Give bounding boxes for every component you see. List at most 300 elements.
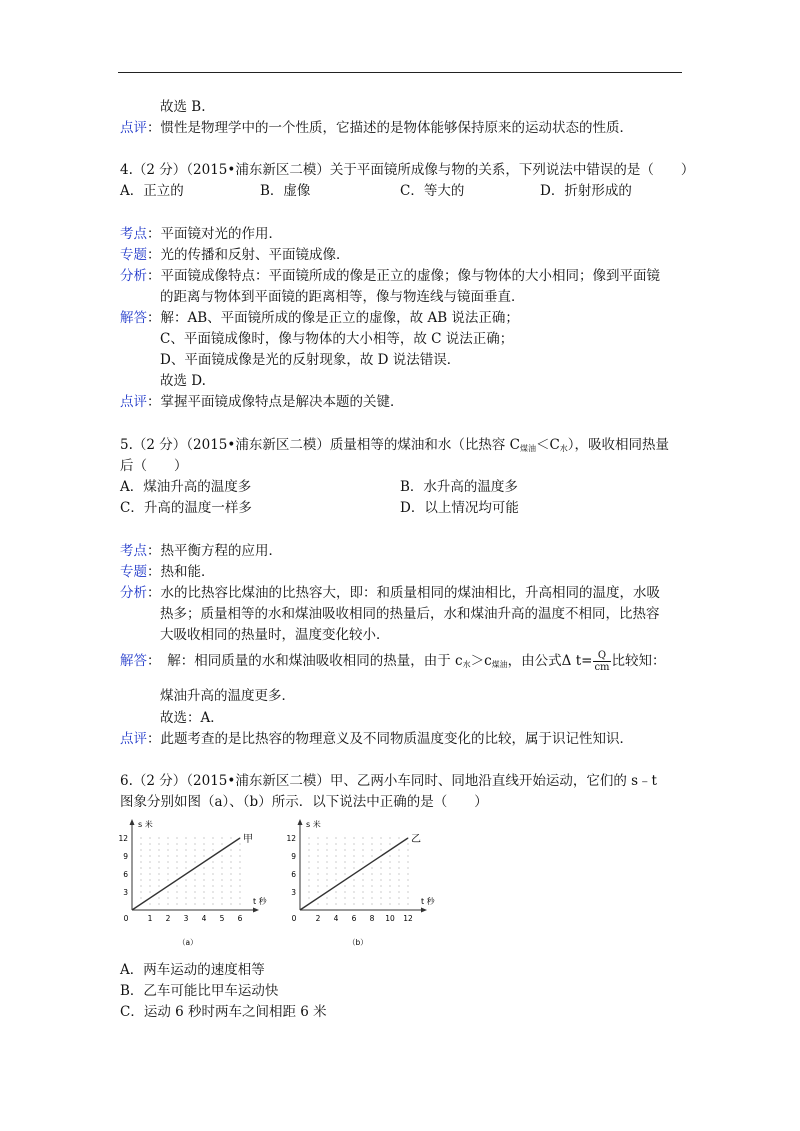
grid-dot <box>326 843 327 844</box>
fenxi-text: ：平面镜成像特点：平面镜所成的像是正立的虚像；像与物体的大小相同；像到平面镜 <box>147 268 660 284</box>
grid-dot <box>398 855 399 856</box>
kaodian-text: ：平面镜对光的作用． <box>147 226 282 242</box>
grid-dot <box>239 879 240 880</box>
grid-dot <box>203 837 204 838</box>
grid-dot <box>176 843 177 844</box>
q5-kaodian <box>120 541 282 561</box>
grid-dot <box>221 903 222 904</box>
q5-stem-c: ），吸收相同热量 <box>567 437 670 453</box>
grid-dot <box>203 855 204 856</box>
grid-dot <box>362 861 363 862</box>
grid-dot <box>212 867 213 868</box>
grid-dot <box>158 903 159 904</box>
grid-dot <box>326 837 327 838</box>
grid-dot <box>362 855 363 856</box>
grid-dot <box>407 849 408 850</box>
grid-dot <box>158 843 159 844</box>
grid-dot <box>380 885 381 886</box>
grid-dot <box>335 867 336 868</box>
grid-dot <box>239 867 240 868</box>
grid-dot <box>344 867 345 868</box>
grid-dot <box>203 897 204 898</box>
grid-dot <box>398 837 399 838</box>
q4-jieda-4: 故选 D. <box>160 373 206 389</box>
grid-dot <box>185 843 186 844</box>
kaodian-label: 考点 <box>120 543 147 559</box>
grid-dot <box>158 885 159 886</box>
jieda-label: 解答 <box>120 310 147 326</box>
grid-dot <box>371 849 372 850</box>
grid-dot <box>194 897 195 898</box>
grid-dot <box>221 843 222 844</box>
grid-dot <box>407 843 408 844</box>
grid-dot <box>230 885 231 886</box>
q3-answer: 故选 B. <box>160 99 206 115</box>
grid-dot <box>353 897 354 898</box>
grid-dot <box>335 855 336 856</box>
grid-dot <box>203 885 204 886</box>
grid-dot <box>221 873 222 874</box>
x-tick-label: 2 <box>315 914 321 923</box>
grid-dot <box>140 837 141 838</box>
grid-dot <box>362 873 363 874</box>
grid-dot <box>344 849 345 850</box>
chart-b-series-label: 乙 <box>411 834 421 845</box>
grid-dot <box>371 837 372 838</box>
grid-dot <box>371 867 372 868</box>
grid-dot <box>185 855 186 856</box>
grid-dot <box>212 891 213 892</box>
grid-dot <box>380 879 381 880</box>
comment-label: 点评 <box>120 120 147 136</box>
q6-stem: 6.（2 分）（2015•浦东新区二模）甲、乙两小车同时、同地沿直线开始运动，它们的 s﹣t <box>120 773 657 789</box>
grid-dot <box>239 897 240 898</box>
grid-dot <box>380 897 381 898</box>
grid-dot <box>221 837 222 838</box>
grid-dot <box>230 855 231 856</box>
grid-dot <box>362 885 363 886</box>
grid-dot <box>344 873 345 874</box>
grid-dot <box>353 879 354 880</box>
x-tick-label: 6 <box>351 914 357 923</box>
grid-dot <box>176 891 177 892</box>
grid-dot <box>326 897 327 898</box>
grid-dot <box>317 885 318 886</box>
grid-dot <box>362 879 363 880</box>
q5-zhuanti <box>120 562 215 582</box>
grid-dot <box>407 879 408 880</box>
grid-dot <box>344 891 345 892</box>
header-rule <box>118 72 682 73</box>
grid-dot <box>212 897 213 898</box>
grid-dot <box>398 885 399 886</box>
x-tick-label: 2 <box>165 914 171 923</box>
jieda-text-d: 比较知： <box>611 653 666 669</box>
grid-dot <box>407 873 408 874</box>
grid-dot <box>371 885 372 886</box>
grid-dot <box>230 867 231 868</box>
jieda-text-c: ，由公式Δ t= <box>507 653 593 669</box>
grid-dot <box>407 891 408 892</box>
grid-dot <box>140 885 141 886</box>
chart-b-grid <box>299 837 408 904</box>
grid-dot <box>176 861 177 862</box>
grid-dot <box>203 843 204 844</box>
fenxi-label: 分析 <box>120 585 147 601</box>
x-tick-label: 12 <box>403 914 413 923</box>
grid-dot <box>203 879 204 880</box>
q4-option-d: D．折射形成的 <box>540 183 632 199</box>
grid-dot <box>230 837 231 838</box>
grid-dot <box>389 867 390 868</box>
grid-dot <box>317 867 318 868</box>
q4-dianping <box>120 392 404 412</box>
chart-a-series-line <box>132 838 240 910</box>
grid-dot <box>389 855 390 856</box>
y-tick-label: 12 <box>286 834 296 843</box>
q5-stem-sub2: 水 <box>559 444 568 453</box>
grid-dot <box>380 861 381 862</box>
fraction-denominator: cm <box>594 662 610 673</box>
q5-stem-a: 5.（2 分）（2015•浦东新区二模）质量相等的煤油和水（比热容 C <box>120 437 520 453</box>
x-tick-label: 3 <box>183 914 189 923</box>
grid-dot <box>335 843 336 844</box>
grid-dot <box>212 861 213 862</box>
q4-stem: 4.（2 分）（2015•浦东新区二模）关于平面镜所成像与物的关系，下列说法中错误的是（ ） <box>120 162 695 178</box>
grid-dot <box>239 855 240 856</box>
q5-jieda-2: 煤油升高的温度更多． <box>160 688 295 704</box>
zhuanti-text: ：热和能． <box>147 564 215 580</box>
grid-dot <box>239 861 240 862</box>
grid-dot <box>389 903 390 904</box>
grid-dot <box>176 837 177 838</box>
grid-dot <box>167 837 168 838</box>
grid-dot <box>308 879 309 880</box>
grid-dot <box>398 873 399 874</box>
grid-dot <box>149 843 150 844</box>
grid-dot <box>317 837 318 838</box>
chart-b-y-arrow <box>298 819 303 825</box>
grid-dot <box>185 837 186 838</box>
grid-dot <box>335 903 336 904</box>
grid-dot <box>230 873 231 874</box>
jieda-sub2: 煤油 <box>491 660 508 669</box>
q5-stem <box>120 435 669 459</box>
x-tick-label: 10 <box>385 914 395 923</box>
grid-dot <box>167 867 168 868</box>
grid-dot <box>353 903 354 904</box>
grid-dot <box>335 891 336 892</box>
grid-dot <box>362 849 363 850</box>
grid-dot <box>149 855 150 856</box>
y-tick-label: 6 <box>291 870 296 879</box>
x-tick-label: 0 <box>291 914 297 923</box>
grid-dot <box>185 867 186 868</box>
grid-dot <box>167 843 168 844</box>
x-tick-label: 4 <box>201 914 207 923</box>
q4-option-b: B．虚像 <box>260 183 311 199</box>
q5-dianping <box>120 729 633 749</box>
grid-dot <box>158 861 159 862</box>
q5-stem-b: ＜C <box>535 437 560 453</box>
grid-dot <box>317 843 318 844</box>
grid-dot <box>185 903 186 904</box>
q4-fenxi-2: 的距离与物体到平面镜的距离相等，像与物连线与镜面垂直． <box>160 289 525 305</box>
grid-dot <box>398 897 399 898</box>
grid-dot <box>167 879 168 880</box>
grid-dot <box>389 861 390 862</box>
grid-dot <box>407 897 408 898</box>
q6-stem-2: 图象分别如图（a）、（b）所示．以下说法中正确的是（ ） <box>120 794 488 810</box>
grid-dot <box>167 891 168 892</box>
jieda-label: 解答 <box>120 653 147 669</box>
grid-dot <box>362 837 363 838</box>
grid-dot <box>230 879 231 880</box>
grid-dot <box>149 873 150 874</box>
jieda-text: ：解：AB、平面镜所成的像是正立的虚像，故 AB 说法正确； <box>147 310 519 326</box>
grid-dot <box>158 837 159 838</box>
fenxi-text: ：水的比热容比煤油的比热容大，即：和质量相同的煤油相比，升高相同的温度，水吸 <box>147 585 660 601</box>
grid-dot <box>380 891 381 892</box>
q3-comment <box>120 118 633 138</box>
grid-dot <box>230 897 231 898</box>
grid-dot <box>221 897 222 898</box>
q4-kaodian <box>120 224 282 244</box>
chart-b-xlabel: t 秒 <box>421 897 435 906</box>
grid-dot <box>380 837 381 838</box>
y-tick-label: 9 <box>123 852 128 861</box>
grid-dot <box>335 849 336 850</box>
grid-dot <box>326 885 327 886</box>
grid-dot <box>140 855 141 856</box>
grid-dot <box>380 873 381 874</box>
grid-dot <box>230 891 231 892</box>
grid-dot <box>326 903 327 904</box>
grid-dot <box>167 873 168 874</box>
grid-dot <box>203 873 204 874</box>
grid-dot <box>149 849 150 850</box>
chart-a-y-arrow <box>130 819 135 825</box>
grid-dot <box>221 885 222 886</box>
q5-fenxi-2: 热多；质量相等的水和煤油吸收相同的热量后，水和煤油升高的温度不相同，比热容 <box>160 606 660 622</box>
grid-dot <box>335 861 336 862</box>
grid-dot <box>344 861 345 862</box>
grid-dot <box>194 891 195 892</box>
grid-dot <box>308 861 309 862</box>
grid-dot <box>326 879 327 880</box>
grid-dot <box>140 867 141 868</box>
grid-dot <box>194 837 195 838</box>
chart-a-caption: （a） <box>178 938 198 947</box>
grid-dot <box>326 849 327 850</box>
chart-a-grid <box>131 837 240 904</box>
chart-a-x-arrow <box>253 908 259 913</box>
grid-dot <box>185 849 186 850</box>
grid-dot <box>239 891 240 892</box>
grid-dot <box>362 897 363 898</box>
grid-dot <box>326 867 327 868</box>
grid-dot <box>389 843 390 844</box>
grid-dot <box>221 891 222 892</box>
q4-fenxi <box>120 266 660 286</box>
grid-dot <box>326 861 327 862</box>
grid-dot <box>221 855 222 856</box>
grid-dot <box>221 861 222 862</box>
grid-dot <box>194 849 195 850</box>
q6-option-c: C．运动 6 秒时两车之间相距 6 米 <box>120 1004 327 1020</box>
grid-dot <box>239 873 240 874</box>
grid-dot <box>380 843 381 844</box>
grid-dot <box>398 891 399 892</box>
grid-dot <box>185 897 186 898</box>
delta-t-fraction <box>593 650 610 673</box>
grid-dot <box>194 879 195 880</box>
zhuanti-label: 专题 <box>120 247 147 263</box>
jieda-text-a: ： 解：相同质量的水和煤油吸收相同的热量，由于 c <box>147 653 463 669</box>
grid-dot <box>371 873 372 874</box>
grid-dot <box>176 867 177 868</box>
kaodian-label: 考点 <box>120 226 147 242</box>
grid-dot <box>317 903 318 904</box>
grid-dot <box>344 855 345 856</box>
grid-dot <box>398 849 399 850</box>
grid-dot <box>326 873 327 874</box>
q6-option-b: B．乙车可能比甲车运动快 <box>120 983 279 999</box>
x-tick-label: 6 <box>237 914 243 923</box>
grid-dot <box>353 855 354 856</box>
grid-dot <box>353 849 354 850</box>
grid-dot <box>149 885 150 886</box>
grid-dot <box>353 885 354 886</box>
grid-dot <box>158 855 159 856</box>
grid-dot <box>221 879 222 880</box>
chart-b-caption: （b） <box>348 938 368 947</box>
grid-dot <box>140 849 141 850</box>
grid-dot <box>194 861 195 862</box>
grid-dot <box>353 867 354 868</box>
grid-dot <box>308 849 309 850</box>
grid-dot <box>239 849 240 850</box>
q5-fenxi <box>120 583 660 603</box>
grid-dot <box>140 843 141 844</box>
grid-dot <box>212 879 213 880</box>
grid-dot <box>149 837 150 838</box>
grid-dot <box>317 891 318 892</box>
grid-dot <box>335 837 336 838</box>
y-tick-label: 6 <box>123 870 128 879</box>
grid-dot <box>380 867 381 868</box>
grid-dot <box>194 903 195 904</box>
grid-dot <box>380 849 381 850</box>
y-tick-label: 3 <box>123 888 128 897</box>
grid-dot <box>212 885 213 886</box>
grid-dot <box>176 903 177 904</box>
grid-dot <box>317 873 318 874</box>
dianping-label: 点评 <box>120 394 147 410</box>
grid-dot <box>230 849 231 850</box>
q6-option-a: A．两车运动的速度相等 <box>120 962 265 978</box>
grid-dot <box>398 867 399 868</box>
jieda-sub1: 水 <box>462 660 471 669</box>
q4-jieda-2: C、平面镜成像时，像与物体的大小相等，故 C 说法正确； <box>160 331 514 347</box>
grid-dot <box>317 879 318 880</box>
grid-dot <box>371 855 372 856</box>
grid-dot <box>212 873 213 874</box>
grid-dot <box>362 903 363 904</box>
grid-dot <box>407 855 408 856</box>
grid-dot <box>308 843 309 844</box>
grid-dot <box>389 879 390 880</box>
grid-dot <box>353 843 354 844</box>
dianping-text: ：掌握平面镜成像特点是解决本题的关键． <box>147 394 404 410</box>
grid-dot <box>317 861 318 862</box>
grid-dot <box>140 879 141 880</box>
grid-dot <box>362 843 363 844</box>
q5-option-a: A．煤油升高的温度多 <box>120 479 252 495</box>
grid-dot <box>398 903 399 904</box>
chart-a-ylabel: s 米 <box>138 820 153 829</box>
grid-dot <box>371 891 372 892</box>
grid-dot <box>149 879 150 880</box>
grid-dot <box>194 885 195 886</box>
grid-dot <box>335 897 336 898</box>
grid-dot <box>203 903 204 904</box>
grid-dot <box>308 867 309 868</box>
q4-jieda-3: D、平面镜成像是光的反射现象，故 D 说法错误． <box>160 352 461 368</box>
grid-dot <box>212 849 213 850</box>
q4-option-a: A．正立的 <box>120 183 184 199</box>
grid-dot <box>389 897 390 898</box>
fraction-numerator: Q <box>593 650 610 662</box>
grid-dot <box>176 849 177 850</box>
grid-dot <box>335 879 336 880</box>
grid-dot <box>149 903 150 904</box>
grid-dot <box>194 855 195 856</box>
q4-option-c: C．等大的 <box>400 183 465 199</box>
fenxi-label: 分析 <box>120 268 147 284</box>
grid-dot <box>344 843 345 844</box>
grid-dot <box>308 873 309 874</box>
grid-dot <box>389 837 390 838</box>
grid-dot <box>407 867 408 868</box>
grid-dot <box>398 879 399 880</box>
y-tick-label: 3 <box>291 888 296 897</box>
grid-dot <box>167 903 168 904</box>
grid-dot <box>353 891 354 892</box>
q5-stem-sub1: 煤油 <box>519 444 536 453</box>
grid-dot <box>407 861 408 862</box>
grid-dot <box>389 873 390 874</box>
grid-dot <box>344 837 345 838</box>
grid-dot <box>407 903 408 904</box>
grid-dot <box>389 891 390 892</box>
grid-dot <box>398 861 399 862</box>
q5-option-c: C．升高的温度一样多 <box>120 500 252 516</box>
grid-dot <box>212 837 213 838</box>
q4-jieda <box>120 308 519 328</box>
chart-a-xlabel: t 秒 <box>253 897 267 906</box>
grid-dot <box>407 885 408 886</box>
grid-dot <box>308 891 309 892</box>
q5-jieda <box>120 650 666 675</box>
grid-dot <box>176 885 177 886</box>
zhuanti-text: ：光的传播和反射、平面镜成像． <box>147 247 350 263</box>
chart-a <box>112 815 282 955</box>
chart-b-ylabel: s 米 <box>306 820 321 829</box>
grid-dot <box>185 885 186 886</box>
chart-b-series-line <box>300 838 408 910</box>
grid-dot <box>185 891 186 892</box>
